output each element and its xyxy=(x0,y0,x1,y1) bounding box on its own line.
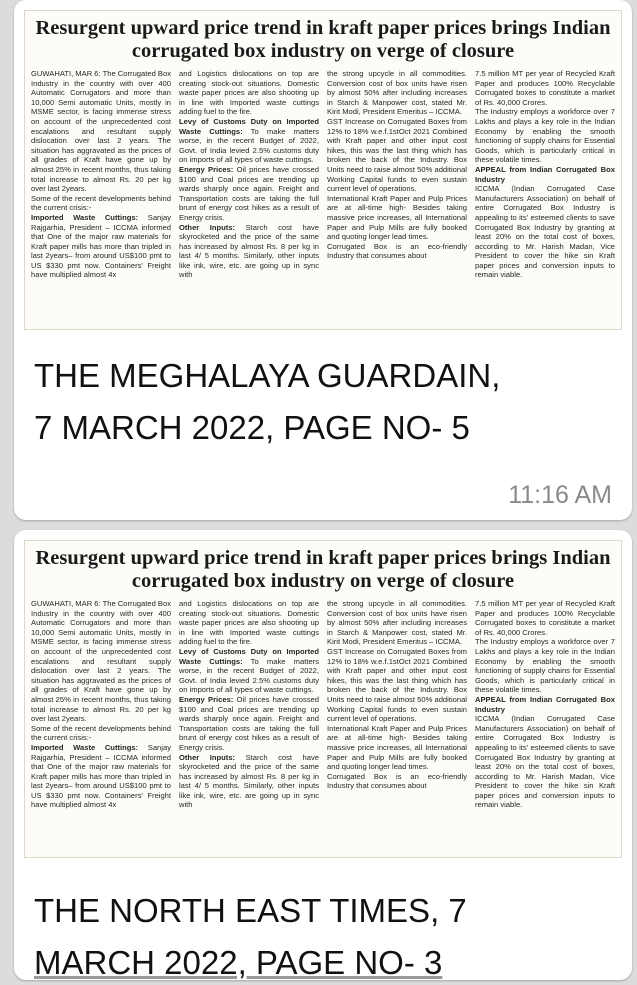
article-subheading: Energy Prices: xyxy=(179,694,234,704)
article-text: ICCMA (Indian Corrugated Case Manufacturers Association) on behalf of entire Corrugated Box Industry is appealing to its' esteemed clients to save Corrugated Box Industry by granting at least 20% on the total cost of boxes, according to Mr. Harish Madan, Vice President to cover the hike sin Kraft paper prices and conversion inputs to remain viable. xyxy=(475,714,615,810)
article-paragraph xyxy=(327,772,467,791)
article-text: GST Increase on Corrugated Boxes from 12% to 18% w.e.f.1stOct 2021 Combined with Kraft paper and other input cost hikes, this was the last thing which has broken the back of the Industry. Box Units need to raise almost 50% additional Working Capital funds to even sustain current level of operations. xyxy=(327,116,467,194)
article-column xyxy=(31,599,171,865)
article-text: GUWAHATI, MAR 6: The Corrugated Box Industry in the country with over 400 Automatic Corrugators and more than 10,000 Semi automatic Units, mostly in MSME sector, is facing immense stress on account of the unprecedented cost escalations and resultant supply dislocation over last 2 years. The situation has aggravated as the prices of all grades of Kraft have gone up by almost 25% in recent months, thus taking total increase to almost Rs. 20 per kg over last 2years. xyxy=(31,69,171,194)
article-column xyxy=(327,69,467,337)
newspaper-clipping-image[interactable] xyxy=(24,10,622,330)
caption-line: THE MEGHALAYA GUARDAIN, xyxy=(34,357,501,394)
article-paragraph xyxy=(179,69,319,117)
article-paragraph xyxy=(179,165,319,223)
article-text: Corrugated Box is an eco-friendly Industry that consumes about xyxy=(327,241,467,261)
article-paragraph xyxy=(179,223,319,281)
article-paragraph xyxy=(179,117,319,165)
article-column xyxy=(475,599,615,865)
article-column xyxy=(327,599,467,865)
article-subheading: Imported Waste Cuttings: xyxy=(31,212,139,222)
article-subheading: Energy Prices: xyxy=(179,164,234,174)
article-headline: Resurgent upward price trend in kraft paper prices brings Indian corrugated box industry on verge of closure xyxy=(35,17,611,62)
article-text: and Logistics dislocations on top are creating stock-out situations. Domestic waste paper prices are also shooting up in line with Imported waste cuttings adding fuel to the fire. xyxy=(179,599,319,647)
article-paragraph xyxy=(475,107,615,165)
article-text: The Industry employs a workforce over 7 Lakhs and plays a key role in the Indian Economy by enabling the smooth functioning of supply chains for Essential Goods, which is particularly critical in these volatile times. xyxy=(475,637,615,695)
article-paragraph xyxy=(475,69,615,107)
article-text: Sanjay Rajgarhia, President – ICCMA informed that One of the major raw materials for Kraft paper mills has more than tripled in last 2years– from around US$100 pmt to US $330 pmt now. Containers' Freight have multiplied almost 4x xyxy=(31,212,171,280)
article-paragraph xyxy=(475,165,615,184)
article-text: GST Increase on Corrugated Boxes from 12% to 18% w.e.f.1stOct 2021 Combined with Kraft paper and other input cost hikes, this was the last thing which has broken the back of the Industry. Box Units need to raise almost 50% additional Working Capital funds to even sustain current level of operations. xyxy=(327,646,467,724)
caption-line: THE NORTH EAST TIMES, 7 xyxy=(34,892,467,929)
article-text: 7.5 million MT per year of Recycled Kraft Paper and produces 100% Recyclable Corrugated boxes to constitute a market of Rs. 40,000 Crores. xyxy=(475,69,615,107)
article-text: Some of the recent developments behind the current crisis:- xyxy=(31,193,171,213)
article-paragraph xyxy=(475,184,615,280)
article-paragraph xyxy=(31,213,171,280)
article-paragraph xyxy=(327,599,467,647)
article-paragraph xyxy=(475,599,615,637)
article-paragraph xyxy=(327,117,467,194)
article-paragraph xyxy=(475,695,615,714)
article-paragraph xyxy=(327,724,467,772)
article-text: Oil prices have crossed $100 and Coal prices are trending up wards sharply once again. Freight and Transportation costs are taking the full brunt of energy cost hikes as a result of Energy crisis. xyxy=(179,164,319,222)
article-body xyxy=(25,599,621,865)
article-text: the strong upcycle in all commodities. Conversion cost of box units have risen by almost 50% after including increases in Starch & Manpower cost, stated Mr. Kirit Modi, President Emeritus – ICCMA. xyxy=(327,599,467,647)
article-paragraph xyxy=(31,743,171,810)
article-paragraph xyxy=(179,695,319,753)
article-text: Starch cost have skyrocketed and the price of the same has increased by almost Rs. 8 per kg in last 4/ 5 months. Similarly, other inputs like ink, wire, etc. are going up in sync with xyxy=(179,222,319,280)
article-paragraph xyxy=(31,599,171,724)
article-text: Some of the recent developments behind the current crisis:- xyxy=(31,723,171,743)
article-subheading: Levy of Customs Duty on Imported Waste Cuttings: xyxy=(179,646,319,666)
article-subheading: APPEAL from Indian Corrugated Box Industry xyxy=(475,164,615,184)
article-subheading: APPEAL from Indian Corrugated Box Industry xyxy=(475,694,615,714)
caption-line: MARCH 2022, PAGE NO- 3 xyxy=(34,944,443,980)
article-text: the strong upcycle in all commodities. Conversion cost of box units have risen by almost 50% after including increases in Starch & Manpower cost, stated Mr. Kirit Modi, President Emeritus – ICCMA. xyxy=(327,69,467,117)
article-text: ICCMA (Indian Corrugated Case Manufacturers Association) on behalf of entire Corrugated Box Industry is appealing to its' esteemed clients to save Corrugated Box Industry by granting at least 20% on the total cost of boxes, according to Mr. Harish Madan, Vice President to cover the hike sin Kraft paper prices and conversion inputs to remain viable. xyxy=(475,184,615,280)
article-paragraph xyxy=(179,753,319,811)
article-paragraph xyxy=(475,714,615,810)
newspaper-clipping-image[interactable] xyxy=(24,540,622,858)
article-column xyxy=(179,599,319,865)
article-paragraph xyxy=(31,69,171,194)
article-paragraph xyxy=(327,647,467,724)
article-text: International Kraft Paper and Pulp Prices are at all-time high- Besides taking massive price increases, all International Paper and Pulp Mills are fully booked and quoting longer lead times. xyxy=(327,723,467,772)
chat-message-bubble[interactable] xyxy=(14,0,632,520)
article-paragraph xyxy=(327,69,467,117)
article-column xyxy=(179,69,319,337)
article-text: International Kraft Paper and Pulp Prices are at all-time high- Besides taking massive price increases, all International Paper and Pulp Mills are fully booked and quoting longer lead times. xyxy=(327,193,467,242)
message-caption xyxy=(34,350,612,454)
chat-message-bubble[interactable] xyxy=(14,530,632,980)
message-caption xyxy=(34,885,612,980)
article-paragraph xyxy=(179,599,319,647)
article-paragraph xyxy=(327,194,467,242)
article-text: Sanjay Rajgarhia, President – ICCMA informed that One of the major raw materials for Kraft paper mills has more than tripled in last 2years– from around US$100 pmt to US $330 pmt now. Containers' Freight have multiplied almost 4x xyxy=(31,742,171,810)
message-timestamp: 11:16 AM xyxy=(508,481,612,509)
article-subheading: Levy of Customs Duty on Imported Waste Cuttings: xyxy=(179,116,319,136)
caption-line: 7 MARCH 2022, PAGE NO- 5 xyxy=(34,409,470,446)
article-paragraph xyxy=(475,637,615,695)
article-subheading: Other Inputs: xyxy=(179,222,236,232)
article-headline: Resurgent upward price trend in kraft paper prices brings Indian corrugated box industry on verge of closure xyxy=(35,547,611,592)
article-column xyxy=(475,69,615,337)
article-subheading: Imported Waste Cuttings: xyxy=(31,742,139,752)
article-text: Starch cost have skyrocketed and the price of the same has increased by almost Rs. 8 per kg in last 4/ 5 months. Similarly, other inputs like ink, wire, etc. are going up in sync with xyxy=(179,752,319,810)
article-paragraph xyxy=(31,724,171,743)
article-text: Oil prices have crossed $100 and Coal prices are trending up wards sharply once again. Freight and Transportation costs are taking the full brunt of energy cost hikes as a result of Energy crisis. xyxy=(179,694,319,752)
article-text: To make matters worse, in the recent Budget of 2022, Govt. of India levied 2.5% customs duty on imports of all types of waste cuttings. xyxy=(179,656,319,695)
article-text: The Industry employs a workforce over 7 Lakhs and plays a key role in the Indian Economy by enabling the smooth functioning of supply chains for Essential Goods, which is particularly critical in these volatile times. xyxy=(475,107,615,165)
article-paragraph xyxy=(179,647,319,695)
article-body xyxy=(25,69,621,337)
article-paragraph xyxy=(31,194,171,213)
article-text: Corrugated Box is an eco-friendly Industry that consumes about xyxy=(327,771,467,791)
article-subheading: Other Inputs: xyxy=(179,752,236,762)
article-text: 7.5 million MT per year of Recycled Kraft Paper and produces 100% Recyclable Corrugated boxes to constitute a market of Rs. 40,000 Crores. xyxy=(475,599,615,637)
article-text: To make matters worse, in the recent Budget of 2022, Govt. of India levied 2.5% customs duty on imports of all types of waste cuttings. xyxy=(179,126,319,165)
article-text: and Logistics dislocations on top are creating stock-out situations. Domestic waste paper prices are also shooting up in line with Imported waste cuttings adding fuel to the fire. xyxy=(179,69,319,117)
article-text: GUWAHATI, MAR 6: The Corrugated Box Industry in the country with over 400 Automatic Corrugators and more than 10,000 Semi automatic Units, mostly in MSME sector, is facing immense stress on account of the unprecedented cost escalations and resultant supply dislocation over last 2 years. The situation has aggravated as the prices of all grades of Kraft have gone up by almost 25% in recent months, thus taking total increase to almost Rs. 20 per kg over last 2years. xyxy=(31,599,171,724)
article-paragraph xyxy=(327,242,467,261)
article-column xyxy=(31,69,171,337)
